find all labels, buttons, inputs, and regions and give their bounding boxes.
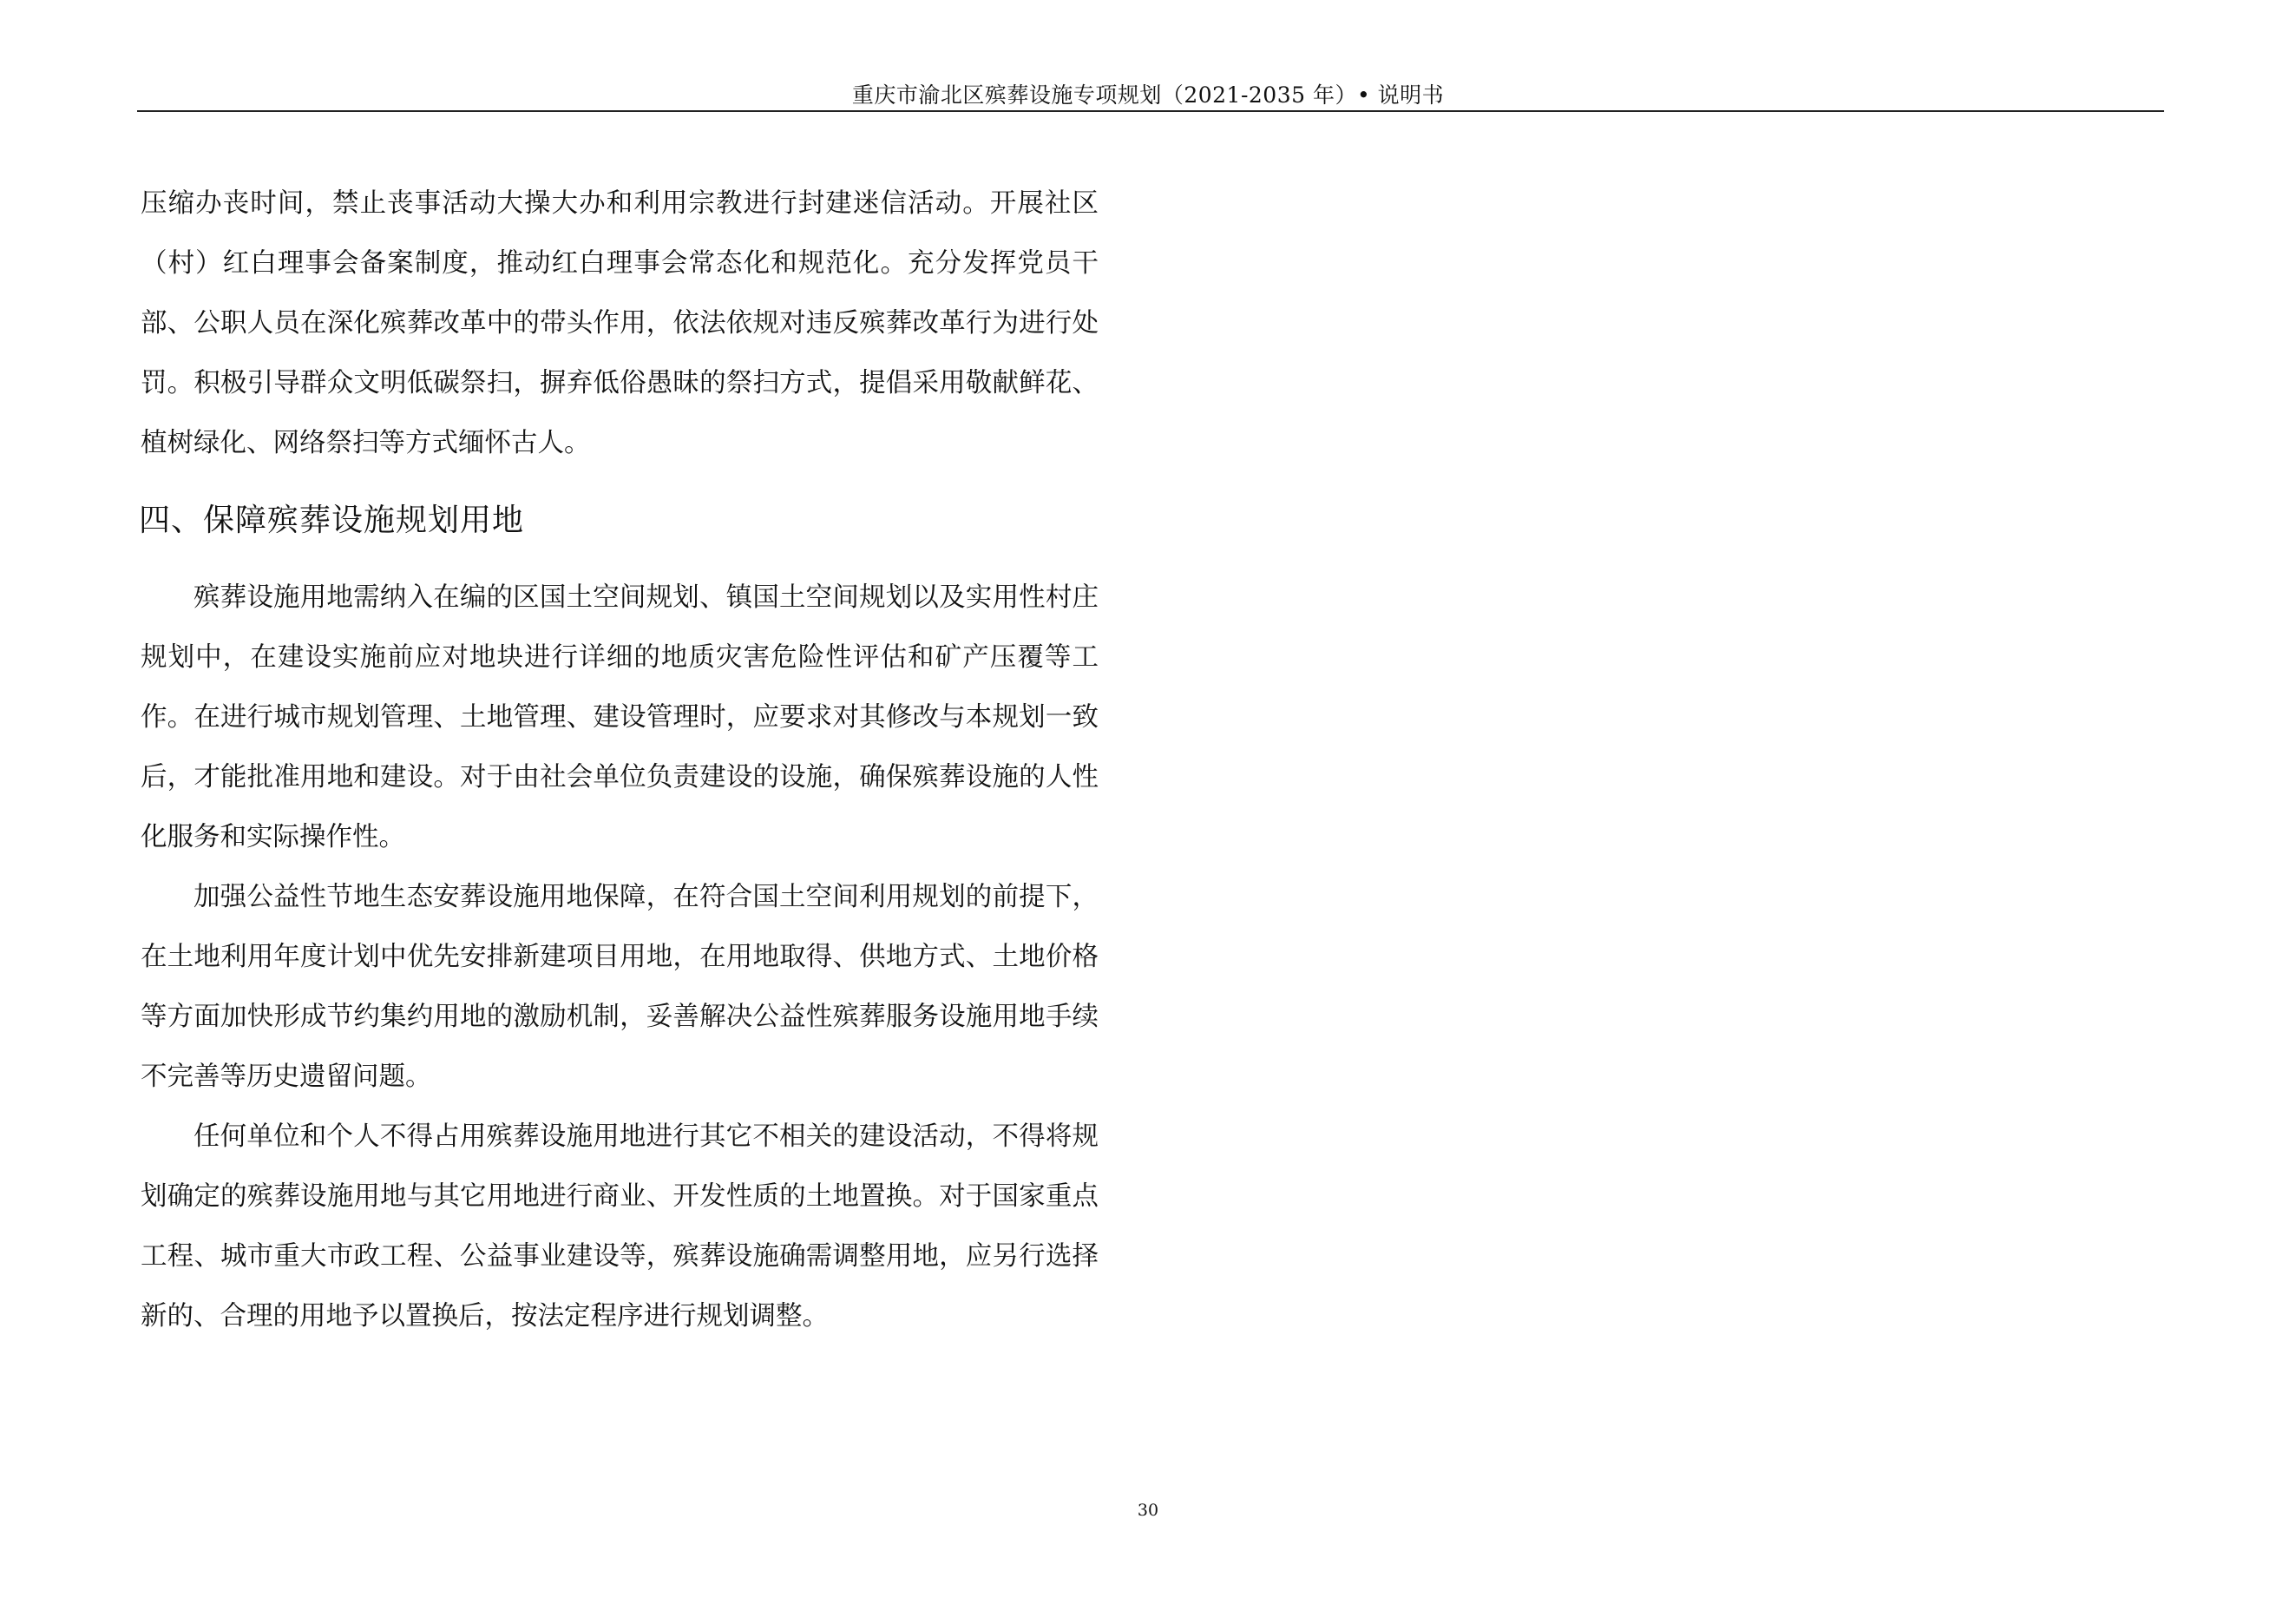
section-heading: 四、保障殡葬设施规划用地 [139,503,525,538]
paragraph-land-planning: 殡葬设施用地需纳入在编的区国土空间规划、镇国土空间规划以及实用性村庄规划中，在建设实施前应对地块进行详细的地质灾害危险性评估和矿产压覆等工作。在进行城市规划管理、土地管理、建设管理时，应要求对其修改与本规划一致后，才能批准用地和建设。对于由社会单位负责建设的设施，确保殡葬设施的人性化服务和实际操作性。 [141,582,1099,852]
page-number: 30 [1137,1501,1159,1520]
paragraph-land-protection: 任何单位和个人不得占用殡葬设施用地进行其它不相关的建设活动，不得将规划确定的殡葬设施用地与其它用地进行商业、开发性质的土地置换。对于国家重点工程、城市重大市政工程、公益事业建设等，殡葬设施确需调整用地，应另行选择新的、合理的用地予以置换后，按法定程序进行规划调整。 [141,1121,1099,1331]
paragraph-continuation: 压缩办丧时间，禁止丧事活动大操大办和利用宗教进行封建迷信活动。开展社区（村）红白理事会备案制度，推动红白理事会常态化和规范化。充分发挥党员干部、公职人员在深化殡葬改革中的带头作用，依法依规对违反殡葬改革行为进行处罚。积极引导群众文明低碳祭扫，摒弃低俗愚昧的祭扫方式，提倡采用敬献鲜花、植树绿化、网络祭扫等方式缅怀古人。 [141,188,1099,458]
header-divider [137,110,2164,112]
document-header-title: 重庆市渝北区殡葬设施专项规划（2021-2035 年）• 说明书 [851,82,1445,108]
paragraph-land-guarantee: 加强公益性节地生态安葬设施用地保障，在符合国土空间利用规划的前提下，在土地利用年度计划中优先安排新建项目用地，在用地取得、供地方式、土地价格等方面加快形成节约集约用地的激励机制，妥善解决公益性殡葬服务设施用地手续不完善等历史遗留问题。 [141,882,1099,1092]
